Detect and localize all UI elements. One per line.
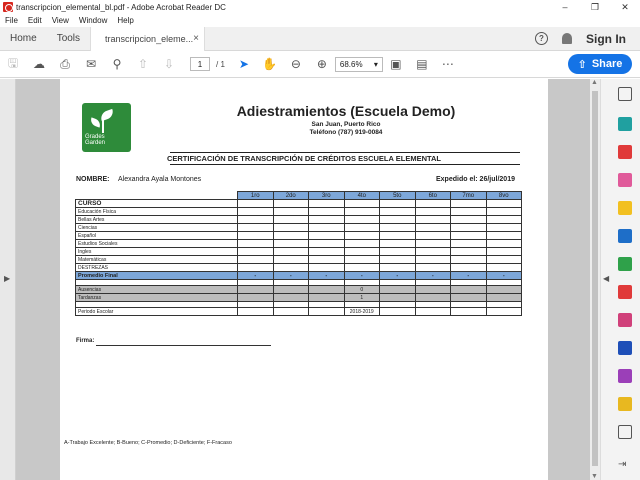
menu-help[interactable]: Help [117, 16, 134, 25]
table-row [76, 208, 522, 216]
table-row [76, 240, 522, 248]
next-page-icon[interactable]: ⇩ [163, 57, 175, 71]
share-icon: ⇧ [577, 58, 587, 71]
minimize-button[interactable]: – [562, 2, 568, 12]
menu-bar [0, 14, 640, 27]
table-row [76, 232, 522, 240]
promedio-value: - [273, 272, 309, 280]
upload-cloud-icon[interactable]: ☁ [33, 57, 45, 71]
nombre-value: Alexandra Ayala Montones [118, 176, 202, 183]
org-city: San Juan, Puerto Rico [311, 121, 381, 128]
email-icon[interactable]: ✉ [85, 57, 97, 71]
subject-cell: DESTREZAS [76, 264, 238, 272]
firma-label: Firma: [76, 338, 95, 344]
grade-header: 5to [380, 192, 416, 200]
divider-top [170, 152, 520, 153]
grades-header-row [76, 192, 522, 200]
expedido-date: Expedido el: 26/jul/2019 [436, 176, 515, 183]
promedio-value: - [344, 272, 380, 280]
share-label: Share [591, 58, 623, 70]
more-options-icon[interactable]: ⋯ [441, 57, 454, 71]
zoom-value: 68.6% [339, 59, 363, 69]
tardanzas-row [76, 294, 522, 302]
tab-document-label: transcripcion_eleme... [105, 33, 194, 44]
periodo-row [76, 308, 522, 316]
send-for-signature-icon[interactable] [618, 369, 632, 383]
compress-pdf-icon[interactable] [618, 285, 632, 299]
scroll-down-icon[interactable]: ▼ [591, 473, 598, 480]
select-cursor-icon[interactable]: ➤ [238, 57, 249, 71]
zoom-in-icon[interactable]: ⊕ [316, 57, 327, 71]
grades-garden-logo [82, 103, 131, 152]
close-window-button[interactable]: ✕ [621, 1, 629, 12]
signature-line [96, 345, 271, 346]
accessibility-icon[interactable] [618, 425, 632, 439]
search-doc-icon[interactable] [618, 87, 632, 101]
logo-text-line1: Grades [85, 134, 105, 140]
acrobat-app-icon [3, 2, 13, 12]
left-panel-toggle-strip [0, 79, 16, 480]
scrollbar-thumb[interactable] [592, 91, 598, 466]
combine-files-icon[interactable] [618, 229, 632, 243]
nombre-label: NOMBRE: [76, 176, 110, 183]
close-tab-icon[interactable]: × [193, 33, 199, 44]
cert-title: CERTIFICACIÓN DE TRANSCRIPCIÓN DE CRÉDITOS ESCUELA ELEMENTAL [166, 154, 442, 163]
periodo-value: 2018-2019 [344, 308, 380, 316]
page-number-input[interactable]: 1 [190, 57, 210, 71]
grade-header: 3ro [309, 192, 345, 200]
protect-icon[interactable] [618, 341, 632, 355]
menu-window[interactable]: Window [78, 16, 108, 25]
save-icon[interactable]: 🖫 [7, 55, 19, 70]
promedio-value: - [415, 272, 451, 280]
subject-cell: Bellas Artes [76, 216, 238, 224]
org-phone: Teléfono (787) 919-0084 [309, 129, 383, 136]
tardanzas-value: 1 [344, 294, 380, 302]
more-tools-icon[interactable] [618, 397, 632, 411]
tab-document[interactable] [90, 27, 205, 51]
org-name: Adiestramientos (Escuela Demo) [236, 103, 456, 119]
pdf-page [60, 79, 548, 480]
subject-cell: Ciencias [76, 224, 238, 232]
promedio-value: - [486, 272, 522, 280]
menu-file[interactable]: File [5, 16, 18, 25]
window-title: transcripcion_elemental_bl.pdf - Adobe Acrobat Reader DC [16, 2, 226, 12]
notification-bell-icon[interactable] [562, 33, 572, 44]
create-pdf-icon[interactable] [618, 117, 632, 131]
promedio-value: - [238, 272, 274, 280]
menu-view[interactable]: View [51, 16, 69, 25]
ausencias-value: 0 [344, 286, 380, 294]
collapse-right-panel-icon[interactable]: ◀ [603, 274, 610, 283]
promedio-label: Promedio Final [76, 272, 238, 280]
table-row [76, 248, 522, 256]
zoom-out-icon[interactable]: ⊖ [290, 57, 301, 71]
title-bar [0, 0, 640, 14]
organize-pages-icon[interactable] [618, 257, 632, 271]
expand-left-panel-icon[interactable]: ▶ [4, 274, 11, 283]
grade-header: 8vo [486, 192, 522, 200]
chevron-down-icon: ▾ [373, 59, 378, 69]
previous-page-icon[interactable]: ⇧ [137, 57, 149, 71]
curso-label: CURSO [76, 200, 238, 208]
fill-sign-icon[interactable] [618, 313, 632, 327]
grading-legend: A-Trabajo Excelente; B-Bueno; C-Promedio; D-Deficiente; F-Fracaso [64, 440, 232, 446]
print-icon[interactable]: ⎙ [60, 56, 70, 71]
document-viewport[interactable] [16, 79, 590, 480]
scroll-mode-icon[interactable]: ▤ [416, 57, 428, 71]
tab-tools[interactable]: Tools [56, 33, 81, 44]
ausencias-row [76, 286, 522, 294]
divider-bottom [170, 164, 520, 165]
hand-tool-icon[interactable]: ✋ [262, 57, 278, 71]
comment-icon[interactable] [618, 201, 632, 215]
vertical-scrollbar[interactable] [590, 79, 600, 480]
subject-cell: Español [76, 232, 238, 240]
tardanzas-label: Tardanzas [76, 294, 238, 302]
table-row [76, 200, 522, 208]
right-tools-panel [600, 79, 640, 480]
tab-home[interactable]: Home [10, 33, 37, 44]
menu-edit[interactable]: Edit [27, 16, 42, 25]
toolbar [0, 51, 640, 78]
tabs-bar [0, 27, 640, 51]
scroll-up-icon[interactable]: ▲ [591, 79, 598, 86]
subject-cell: Matemáticas [76, 256, 238, 264]
promedio-row [76, 272, 522, 280]
grade-header: 6to [415, 192, 451, 200]
edit-pdf-icon[interactable] [618, 173, 632, 187]
grades-table [75, 191, 522, 316]
share-button[interactable] [568, 54, 632, 74]
subject-cell: Ingles [76, 248, 238, 256]
subject-cell: Educación Física [76, 208, 238, 216]
help-icon[interactable]: ? [535, 32, 548, 45]
periodo-label: Periodo Escolar [76, 308, 238, 316]
grade-header: 1ro [238, 192, 274, 200]
fit-page-icon[interactable]: ▣ [390, 57, 402, 71]
table-row [76, 224, 522, 232]
subject-cell: Estudios Sociales [76, 240, 238, 248]
table-row [76, 264, 522, 272]
ausencias-label: Ausencias [76, 286, 238, 294]
promedio-value: - [451, 272, 487, 280]
zoom-level-select[interactable] [335, 57, 383, 72]
page-total: / 1 [216, 59, 225, 69]
expand-panel-icon[interactable]: ⇥ [618, 459, 627, 470]
search-icon[interactable]: ⚲ [112, 57, 122, 71]
restore-button[interactable]: ❐ [590, 1, 600, 12]
promedio-value: - [380, 272, 416, 280]
export-pdf-icon[interactable] [618, 145, 632, 159]
grade-header: 2do [273, 192, 309, 200]
grade-header: 7mo [451, 192, 487, 200]
logo-text-line2: Garden [85, 140, 106, 146]
promedio-value: - [309, 272, 345, 280]
grade-header: 4to [344, 192, 380, 200]
table-row [76, 256, 522, 264]
sign-in-button[interactable]: Sign In [586, 31, 626, 46]
table-row [76, 216, 522, 224]
